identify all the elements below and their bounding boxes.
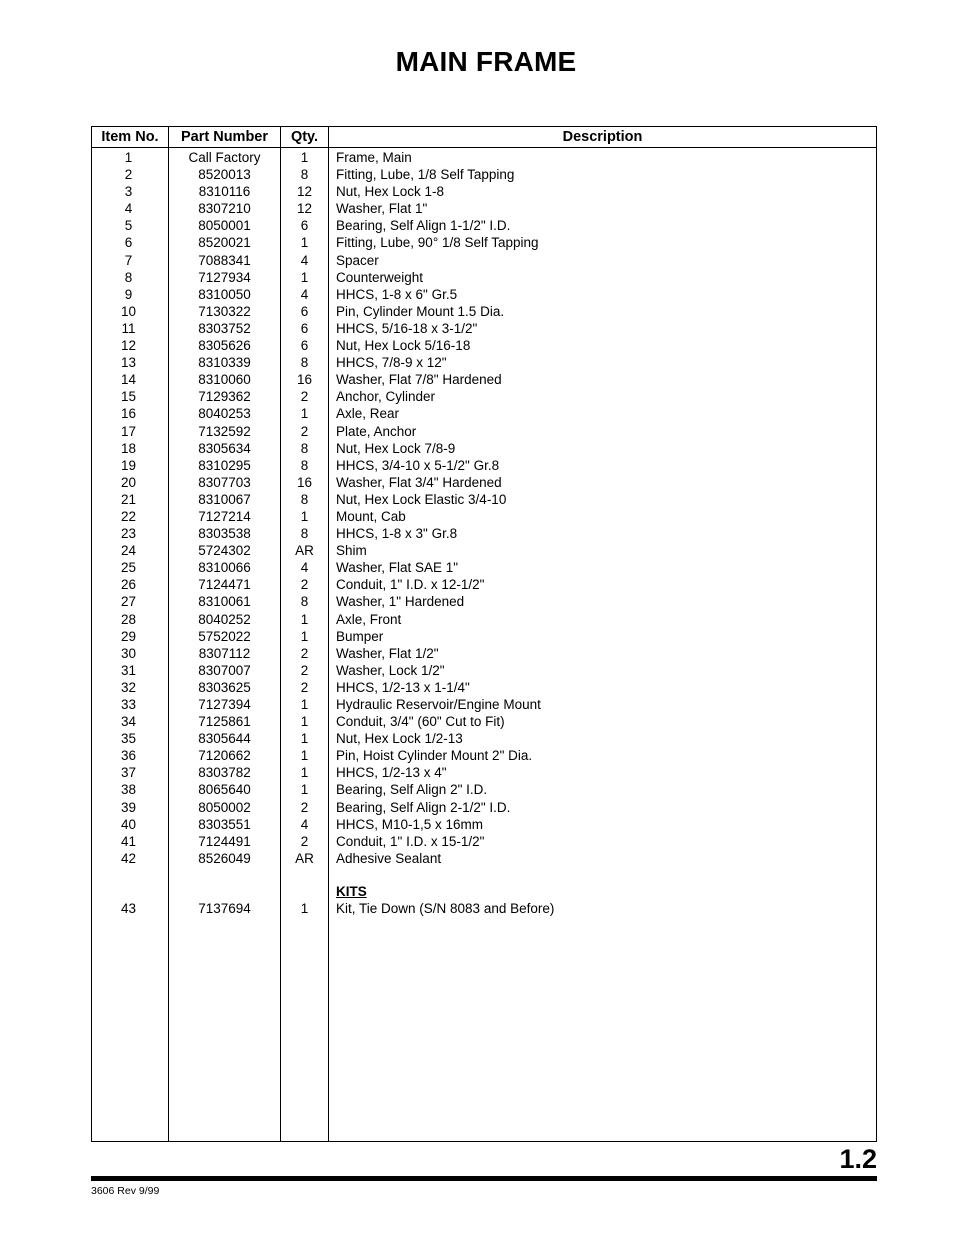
table-row <box>92 457 876 474</box>
qty-cell: 1 <box>300 150 309 165</box>
qty-cell: 8 <box>300 355 309 371</box>
part-number-cell: 8303782 <box>198 765 251 781</box>
part-number-cell: 8307112 <box>198 645 251 661</box>
description-cell: Axle, Rear <box>336 406 400 422</box>
item-no-cell: 33 <box>120 697 137 712</box>
qty-cell: 8 <box>300 167 309 183</box>
description-cell: HHCS, 1-8 x 6" Gr.5 <box>336 286 458 302</box>
qty-cell: 4 <box>300 560 309 576</box>
part-number-cell: 8310116 <box>198 184 251 200</box>
qty-cell: 1 <box>300 235 309 251</box>
qty-cell: 2 <box>300 679 309 695</box>
item-no-cell: 39 <box>120 799 137 815</box>
description-cell: Kit, Tie Down (S/N 8083 and Before) <box>336 900 555 916</box>
qty-cell: 8 <box>300 491 309 507</box>
item-no-cell: 32 <box>120 679 137 695</box>
header-qty: Qty. <box>290 129 319 145</box>
qty-cell: 4 <box>300 252 309 268</box>
part-number-cell: 7132592 <box>198 423 251 439</box>
table-row <box>92 388 876 405</box>
qty-cell: 6 <box>300 303 309 319</box>
description-cell: Mount, Cab <box>336 508 406 524</box>
part-number-cell: 8305634 <box>198 440 251 456</box>
table-body <box>92 149 876 917</box>
item-no-cell: 8 <box>124 269 133 285</box>
description-cell: Hydraulic Reservoir/Engine Mount <box>336 697 541 712</box>
part-number-cell: 7124471 <box>198 577 251 593</box>
part-number-cell: 7127394 <box>198 697 251 712</box>
table-row <box>92 764 876 781</box>
item-no-cell: 22 <box>120 508 137 524</box>
table-row <box>92 200 876 217</box>
description-cell: Counterweight <box>336 269 424 285</box>
table-row <box>92 149 876 166</box>
table-row <box>92 183 876 200</box>
table-row <box>92 423 876 440</box>
table-row <box>92 440 876 457</box>
item-no-cell: 17 <box>120 423 137 439</box>
part-number-cell: 8065640 <box>198 782 251 798</box>
part-number-cell: 8305644 <box>198 731 251 747</box>
table-row <box>92 234 876 251</box>
table-row <box>92 816 876 833</box>
table-row <box>92 405 876 422</box>
description-cell: Washer, Lock 1/2" <box>336 662 445 678</box>
description-cell: Washer, Flat SAE 1" <box>336 560 459 576</box>
part-number-cell: 5724302 <box>198 543 251 559</box>
table-row <box>92 730 876 747</box>
description-cell: Fitting, Lube, 1/8 Self Tapping <box>336 167 515 183</box>
item-no-cell: 29 <box>120 628 137 644</box>
qty-cell: 1 <box>300 628 309 644</box>
qty-cell: 2 <box>300 662 309 678</box>
description-cell: Plate, Anchor <box>336 423 417 439</box>
description-cell: Nut, Hex Lock 1/2-13 <box>336 731 463 747</box>
qty-cell: 16 <box>296 474 313 490</box>
part-number-cell: 8305626 <box>198 338 251 354</box>
description-cell: HHCS, 1/2-13 x 4" <box>336 765 447 781</box>
part-number-cell: 8310066 <box>198 560 251 576</box>
description-cell: Bearing, Self Align 1-1/2" I.D. <box>336 218 511 234</box>
qty-cell: 1 <box>300 900 309 916</box>
qty-cell: 1 <box>300 508 309 524</box>
description-cell: Conduit, 3/4" (60" Cut to Fit) <box>336 714 505 730</box>
qty-cell: 6 <box>300 320 309 336</box>
description-cell: Conduit, 1" I.D. x 15-1/2" <box>336 833 485 849</box>
table-row <box>92 337 876 354</box>
part-number-cell: 8526049 <box>198 850 251 866</box>
description-cell: HHCS, 7/8-9 x 12" <box>336 355 447 371</box>
item-no-cell: 26 <box>120 577 137 593</box>
qty-cell: 1 <box>300 714 309 730</box>
qty-cell: 1 <box>300 406 309 422</box>
table-row <box>92 900 876 917</box>
item-no-cell: 41 <box>120 833 137 849</box>
part-number-cell: 8310061 <box>198 594 251 610</box>
table-row <box>92 576 876 593</box>
description-cell: Washer, Flat 3/4" Hardened <box>336 474 502 490</box>
item-no-cell: 35 <box>120 731 137 747</box>
item-no-cell: 5 <box>124 218 133 234</box>
table-row <box>92 833 876 850</box>
table-row <box>92 269 876 286</box>
part-number-cell: 8520013 <box>198 167 251 183</box>
qty-cell: 2 <box>300 577 309 593</box>
table-row <box>92 747 876 764</box>
item-no-cell: 18 <box>120 440 137 456</box>
part-number-cell: 8310295 <box>198 457 251 473</box>
description-cell: Nut, Hex Lock Elastic 3/4-10 <box>336 491 507 507</box>
table-row <box>92 525 876 542</box>
part-number-cell: 8307703 <box>198 474 251 490</box>
part-number-cell: 8310050 <box>198 286 251 302</box>
description-cell: Nut, Hex Lock 7/8-9 <box>336 440 456 456</box>
description-cell: Washer, Flat 1" <box>336 201 428 217</box>
table-row <box>92 354 876 371</box>
item-no-cell: 28 <box>120 611 137 627</box>
part-number-cell: 8310060 <box>198 372 251 388</box>
qty-cell: AR <box>295 850 314 866</box>
description-cell: Frame, Main <box>336 150 412 165</box>
table-row <box>92 781 876 798</box>
part-number-cell: 8303551 <box>198 816 251 832</box>
table-row <box>92 628 876 645</box>
part-number-cell: Call Factory <box>188 150 261 165</box>
item-no-cell: 25 <box>120 560 137 576</box>
item-no-cell: 11 <box>121 320 136 336</box>
table-row <box>92 286 876 303</box>
table-row <box>92 491 876 508</box>
description-cell: Spacer <box>336 252 379 268</box>
part-number-cell: 8307007 <box>198 662 251 678</box>
table-row <box>92 320 876 337</box>
qty-cell: 1 <box>300 611 309 627</box>
part-number-cell: 8040253 <box>198 406 251 422</box>
qty-cell: 6 <box>300 338 309 354</box>
description-cell: Washer, Flat 1/2" <box>336 645 439 661</box>
table-row <box>92 645 876 662</box>
description-cell: Bearing, Self Align 2" I.D. <box>336 782 488 798</box>
row-spacer <box>92 867 876 883</box>
item-no-cell: 4 <box>124 201 133 217</box>
part-number-cell: 7137694 <box>198 900 251 916</box>
qty-cell: 2 <box>300 799 309 815</box>
item-no-cell: 30 <box>120 645 137 661</box>
qty-cell: 2 <box>300 833 309 849</box>
description-cell: Adhesive Sealant <box>336 850 442 866</box>
part-number-cell: 8310067 <box>198 491 251 507</box>
table-row <box>92 713 876 730</box>
kits-label: KITS <box>336 883 367 899</box>
table-row <box>92 217 876 234</box>
description-cell: HHCS, 1/2-13 x 1-1/4" <box>336 679 470 695</box>
part-number-cell: 8303538 <box>198 526 251 542</box>
item-no-cell: 14 <box>120 372 137 388</box>
item-no-cell: 3 <box>124 184 133 200</box>
header-part-number: Part Number <box>180 129 269 145</box>
description-cell: Bearing, Self Align 2-1/2" I.D. <box>336 799 511 815</box>
item-no-cell: 15 <box>120 389 137 405</box>
qty-cell: 1 <box>300 765 309 781</box>
part-number-cell: 8050001 <box>198 218 251 234</box>
item-no-cell: 7 <box>124 252 133 268</box>
description-cell: Nut, Hex Lock 5/16-18 <box>336 338 471 354</box>
description-cell: HHCS, 1-8 x 3" Gr.8 <box>336 526 458 542</box>
qty-cell: 8 <box>300 440 309 456</box>
item-no-cell: 37 <box>120 765 137 781</box>
part-number-cell: 8050002 <box>198 799 251 815</box>
item-no-cell: 6 <box>124 235 133 251</box>
item-no-cell: 27 <box>120 594 137 610</box>
part-number-cell: 7088341 <box>198 252 251 268</box>
kits-section-heading <box>92 883 876 900</box>
table-row <box>92 611 876 628</box>
footer-revision: 3606 Rev 9/99 <box>91 1185 160 1197</box>
description-cell: Washer, 1" Hardened <box>336 594 465 610</box>
item-no-cell: 19 <box>120 457 137 473</box>
description-cell: Anchor, Cylinder <box>336 389 436 405</box>
description-cell: Pin, Hoist Cylinder Mount 2" Dia. <box>336 748 533 764</box>
table-row <box>92 474 876 491</box>
qty-cell: 1 <box>300 731 309 747</box>
qty-cell: 12 <box>296 201 313 217</box>
qty-cell: 8 <box>300 457 309 473</box>
description-cell: Axle, Front <box>336 611 402 627</box>
item-no-cell: 42 <box>120 850 137 866</box>
table-row <box>92 679 876 696</box>
description-cell: Fitting, Lube, 90° 1/8 Self Tapping <box>336 235 539 251</box>
part-number-cell: 8303625 <box>198 679 251 695</box>
item-no-cell: 13 <box>120 355 137 371</box>
item-no-cell: 16 <box>120 406 137 422</box>
qty-cell: 2 <box>300 389 309 405</box>
qty-cell: 8 <box>300 526 309 542</box>
part-number-cell: 8307210 <box>198 201 251 217</box>
qty-cell: 4 <box>300 816 309 832</box>
part-number-cell: 7127934 <box>198 269 251 285</box>
table-row <box>92 303 876 320</box>
table-row <box>92 252 876 269</box>
part-number-cell: 8040252 <box>198 611 251 627</box>
item-no-cell: 31 <box>120 662 137 678</box>
table-row <box>92 850 876 867</box>
item-no-cell: 24 <box>120 543 137 559</box>
part-number-cell: 7129362 <box>198 389 251 405</box>
qty-cell: 4 <box>300 286 309 302</box>
table-row <box>92 166 876 183</box>
table-row <box>92 662 876 679</box>
part-number-cell: 7125861 <box>198 714 251 730</box>
description-cell: Bumper <box>336 628 384 644</box>
header-description: Description <box>562 129 643 145</box>
description-cell: Nut, Hex Lock 1-8 <box>336 184 445 200</box>
description-cell: HHCS, M10-1,5 x 16mm <box>336 816 484 832</box>
item-no-cell: 9 <box>124 286 133 302</box>
item-no-cell: 40 <box>120 816 137 832</box>
section-number: 1.2 <box>839 1144 877 1174</box>
item-no-cell: 38 <box>120 782 137 798</box>
item-no-cell: 21 <box>120 491 137 507</box>
table-row <box>92 371 876 388</box>
item-no-cell: 1 <box>124 150 133 165</box>
qty-cell: 12 <box>296 184 313 200</box>
qty-cell: 16 <box>296 372 313 388</box>
part-number-cell: 8303752 <box>198 320 251 336</box>
table-row <box>92 542 876 559</box>
table-header <box>92 127 876 148</box>
description-cell: Washer, Flat 7/8" Hardened <box>336 372 502 388</box>
part-number-cell: 7130322 <box>198 303 251 319</box>
part-number-cell: 7124491 <box>198 833 251 849</box>
qty-cell: 1 <box>300 782 309 798</box>
table-row <box>92 508 876 525</box>
parts-table <box>91 126 877 1142</box>
qty-cell: 6 <box>300 218 309 234</box>
table-row <box>92 593 876 610</box>
item-no-cell: 23 <box>120 526 137 542</box>
item-no-cell: 20 <box>120 474 137 490</box>
part-number-cell: 8520021 <box>198 235 251 251</box>
page-title: MAIN FRAME <box>395 46 577 77</box>
item-no-cell: 43 <box>120 900 137 916</box>
item-no-cell: 36 <box>120 748 137 764</box>
table-row <box>92 559 876 576</box>
item-no-cell: 12 <box>120 338 137 354</box>
part-number-cell: 7127214 <box>198 508 251 524</box>
qty-cell: 1 <box>300 748 309 764</box>
header-item-no: Item No. <box>101 129 159 145</box>
description-cell: Pin, Cylinder Mount 1.5 Dia. <box>336 303 505 319</box>
footer-rule <box>91 1176 877 1181</box>
qty-cell: 2 <box>300 423 309 439</box>
description-cell: Conduit, 1" I.D. x 12-1/2" <box>336 577 485 593</box>
description-cell: HHCS, 5/16-18 x 3-1/2" <box>336 320 478 336</box>
table-row <box>92 799 876 816</box>
part-number-cell: 5752022 <box>198 628 251 644</box>
part-number-cell: 8310339 <box>198 355 251 371</box>
table-row <box>92 696 876 713</box>
item-no-cell: 10 <box>120 303 137 319</box>
qty-cell: AR <box>295 543 314 559</box>
qty-cell: 1 <box>300 269 309 285</box>
part-number-cell: 7120662 <box>198 748 251 764</box>
description-cell: HHCS, 3/4-10 x 5-1/2" Gr.8 <box>336 457 500 473</box>
item-no-cell: 34 <box>120 714 137 730</box>
item-no-cell: 2 <box>124 167 133 183</box>
qty-cell: 1 <box>300 697 309 712</box>
description-cell: Shim <box>336 543 367 559</box>
qty-cell: 2 <box>300 645 309 661</box>
qty-cell: 8 <box>300 594 309 610</box>
